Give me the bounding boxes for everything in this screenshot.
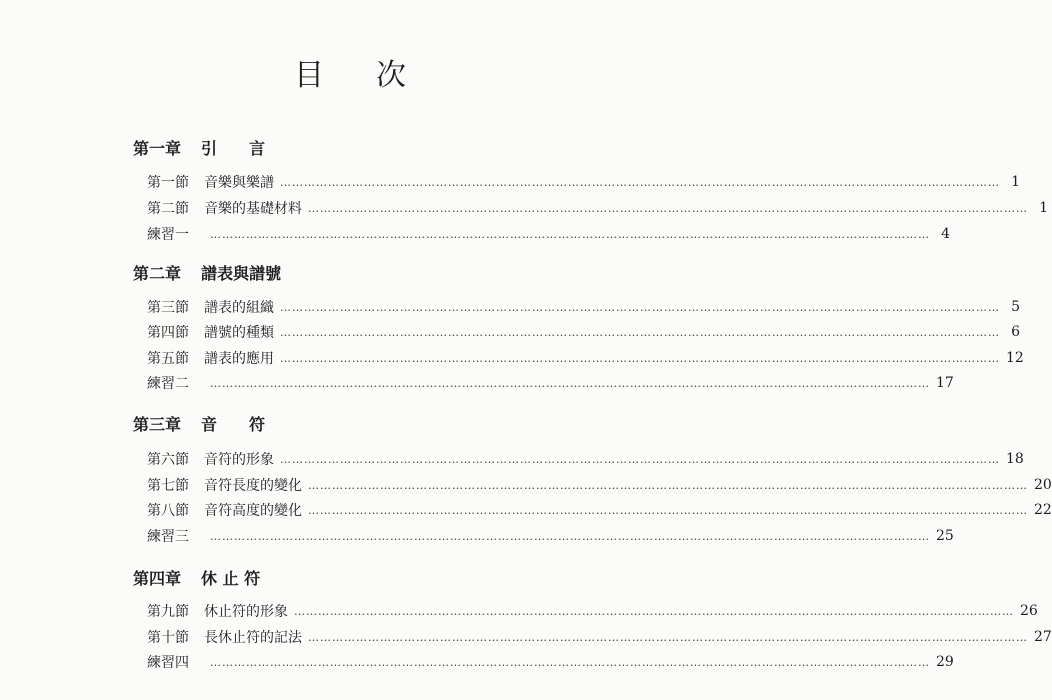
chapter-heading [133, 261, 281, 284]
section-title: 譜號的種類 [204, 325, 274, 341]
section-number: 第十節 [147, 630, 189, 646]
toc-entry[interactable] [147, 652, 954, 672]
page-number: 5 [1011, 299, 1020, 315]
page-number: 17 [936, 375, 954, 391]
section-title: 音樂與樂譜 [204, 175, 274, 191]
toc-entry[interactable] [147, 322, 1020, 342]
toc-entry[interactable] [147, 297, 1020, 317]
toc-entry[interactable] [147, 198, 1048, 218]
dot-leader: ……………………………………………………………………………………………………………………………………………………………… [294, 604, 1014, 618]
dot-leader: ……………………………………………………………………………………………………………………………………………………………… [210, 529, 930, 543]
section-number: 第八節 [147, 503, 189, 519]
section-number: 第六節 [147, 452, 189, 468]
chapter-number: 第一章 [133, 139, 182, 158]
section-title: 譜表的組織 [204, 300, 274, 316]
section-title: 譜表的應用 [204, 351, 274, 367]
toc-entry[interactable] [147, 500, 1052, 520]
page-number: 26 [1020, 603, 1038, 619]
page-number: 27 [1034, 629, 1052, 645]
dot-leader: ……………………………………………………………………………………………………………………………………………………………… [280, 300, 1000, 314]
section-number: 第二節 [147, 201, 189, 217]
dot-leader: ……………………………………………………………………………………………………………………………………………………………… [210, 227, 930, 241]
page-number: 4 [941, 226, 950, 242]
section-number: 練習四 [147, 655, 189, 671]
toc-entry[interactable] [147, 601, 1038, 621]
section-title: 音符的形象 [204, 452, 274, 468]
section-number: 第三節 [147, 300, 189, 316]
page-number: 22 [1034, 502, 1052, 518]
page-number: 18 [1006, 451, 1024, 467]
dot-leader: ……………………………………………………………………………………………………………………………………………………………… [280, 452, 1000, 466]
dot-leader: ……………………………………………………………………………………………………………………………………………………………… [210, 376, 930, 390]
dot-leader: ……………………………………………………………………………………………………………………………………………………………… [308, 201, 1028, 215]
dot-leader: ……………………………………………………………………………………………………………………………………………………………… [308, 478, 1028, 492]
toc-entry[interactable] [147, 348, 1024, 368]
dot-leader: ……………………………………………………………………………………………………………………………………………………………… [210, 655, 930, 669]
page-number: 29 [936, 654, 954, 670]
page-number: 12 [1006, 350, 1024, 366]
chapter-number: 第三章 [133, 415, 182, 434]
section-number: 第一節 [147, 175, 189, 191]
section-number: 練習三 [147, 529, 189, 545]
section-number: 第九節 [147, 604, 189, 620]
chapter-title: 音 符 [201, 415, 266, 434]
toc-entry[interactable] [147, 373, 954, 393]
toc-entry[interactable] [147, 449, 1024, 469]
page-number: 25 [936, 528, 954, 544]
chapter-title: 譜表與譜號 [201, 264, 282, 283]
chapter-heading [133, 566, 260, 589]
dot-leader: ……………………………………………………………………………………………………………………………………………………………… [280, 175, 1000, 189]
section-title: 休止符的形象 [204, 604, 288, 620]
page-title [0, 50, 700, 94]
chapter-title: 引 言 [201, 139, 266, 158]
chapter-number: 第四章 [133, 569, 182, 588]
page-number: 6 [1011, 324, 1020, 340]
title-char-1: 目 [294, 58, 324, 93]
chapter-number: 第二章 [133, 264, 182, 283]
section-number: 第五節 [147, 351, 189, 367]
title-char-2: 次 [376, 58, 406, 93]
section-number: 第四節 [147, 325, 189, 341]
dot-leader: ……………………………………………………………………………………………………………………………………………………………… [280, 351, 1000, 365]
section-title: 長休止符的記法 [204, 630, 302, 646]
toc-entry[interactable] [147, 627, 1052, 647]
section-number: 練習一 [147, 227, 189, 243]
section-title: 音符高度的變化 [204, 503, 302, 519]
toc-entry[interactable] [147, 526, 954, 546]
section-title: 音樂的基礎材料 [204, 201, 302, 217]
section-title: 音符長度的變化 [204, 478, 302, 494]
toc-entry[interactable] [147, 172, 1020, 192]
section-number: 第七節 [147, 478, 189, 494]
dot-leader: ……………………………………………………………………………………………………………………………………………………………… [308, 630, 1028, 644]
dot-leader: ……………………………………………………………………………………………………………………………………………………………… [308, 503, 1028, 517]
page-number: 1 [1039, 200, 1048, 216]
page-number: 20 [1034, 477, 1052, 493]
chapter-title: 休 止 符 [201, 569, 261, 588]
toc-entry[interactable] [147, 224, 950, 244]
chapter-heading [133, 412, 265, 435]
toc-entry[interactable] [147, 475, 1052, 495]
section-number: 練習二 [147, 376, 189, 392]
page-number: 1 [1011, 174, 1020, 190]
chapter-heading [133, 136, 265, 159]
dot-leader: ……………………………………………………………………………………………………………………………………………………………… [280, 325, 1000, 339]
